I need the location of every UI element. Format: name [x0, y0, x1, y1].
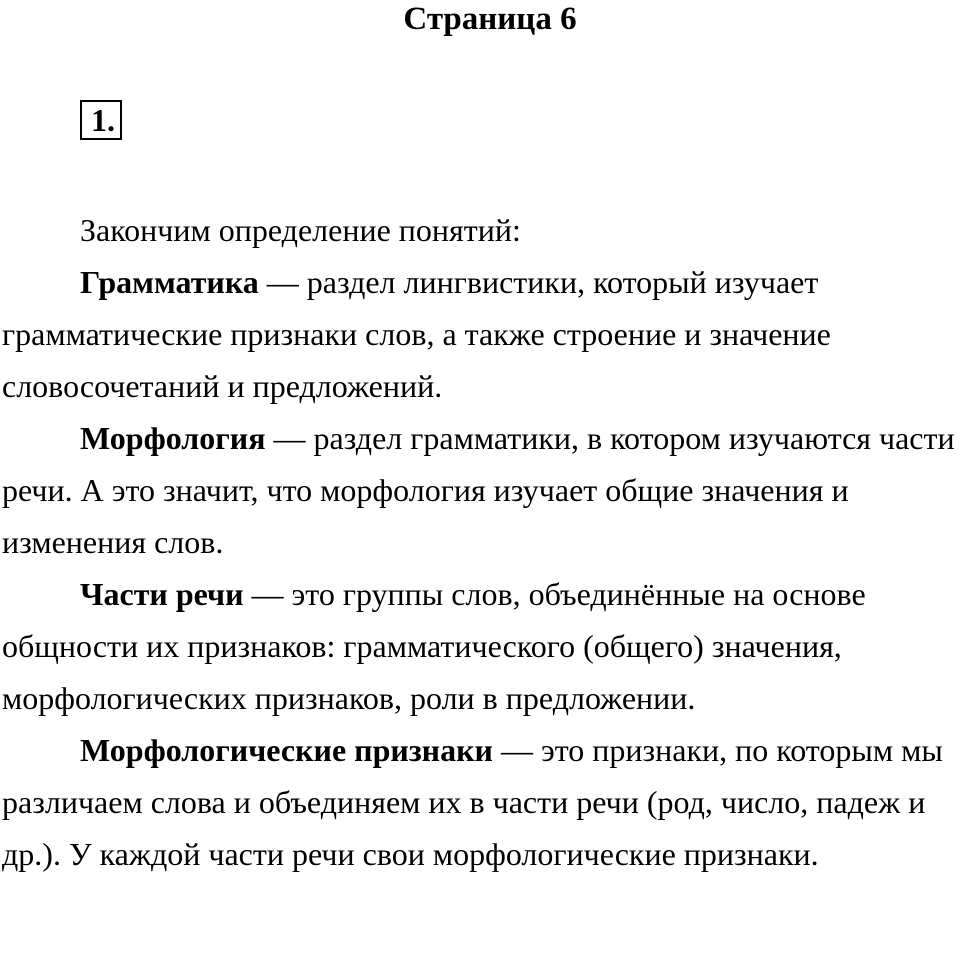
- definition-text: — это группы слов, объединённые на основе общности их признаков: грамматического (общего) значения, морфологических признаков, роли в предложении.: [2, 576, 866, 716]
- definition-morphological-features: [2, 724, 958, 880]
- definition-term: Морфологические признаки: [80, 732, 493, 768]
- definition-term: Грамматика: [80, 264, 259, 300]
- definition-term: Части речи: [80, 576, 244, 612]
- document-body: [2, 204, 958, 880]
- definition-text: — раздел лингвистики, который изучает грамматические признаки слов, а также строение и значение словосочетаний и предложений.: [2, 264, 831, 404]
- definition-text: — раздел грамматики, в котором изучаются части речи. А это значит, что морфология изучает общие значения и изменения слов.: [2, 420, 955, 560]
- definition-grammar: [2, 256, 958, 412]
- definition-term: Морфология: [80, 420, 266, 456]
- intro-paragraph: Закончим определение понятий:: [80, 212, 521, 248]
- page-title: Страница 6: [403, 1, 577, 37]
- definition-text: — это признаки, по которым мы различаем слова и объединяем их в части речи (род, число, падеж и др.). У каждой части речи свои морфологические признаки.: [2, 732, 943, 872]
- definition-morphology: [2, 412, 958, 568]
- definition-parts-of-speech: [2, 568, 958, 724]
- task-number-box: 1.: [80, 100, 122, 140]
